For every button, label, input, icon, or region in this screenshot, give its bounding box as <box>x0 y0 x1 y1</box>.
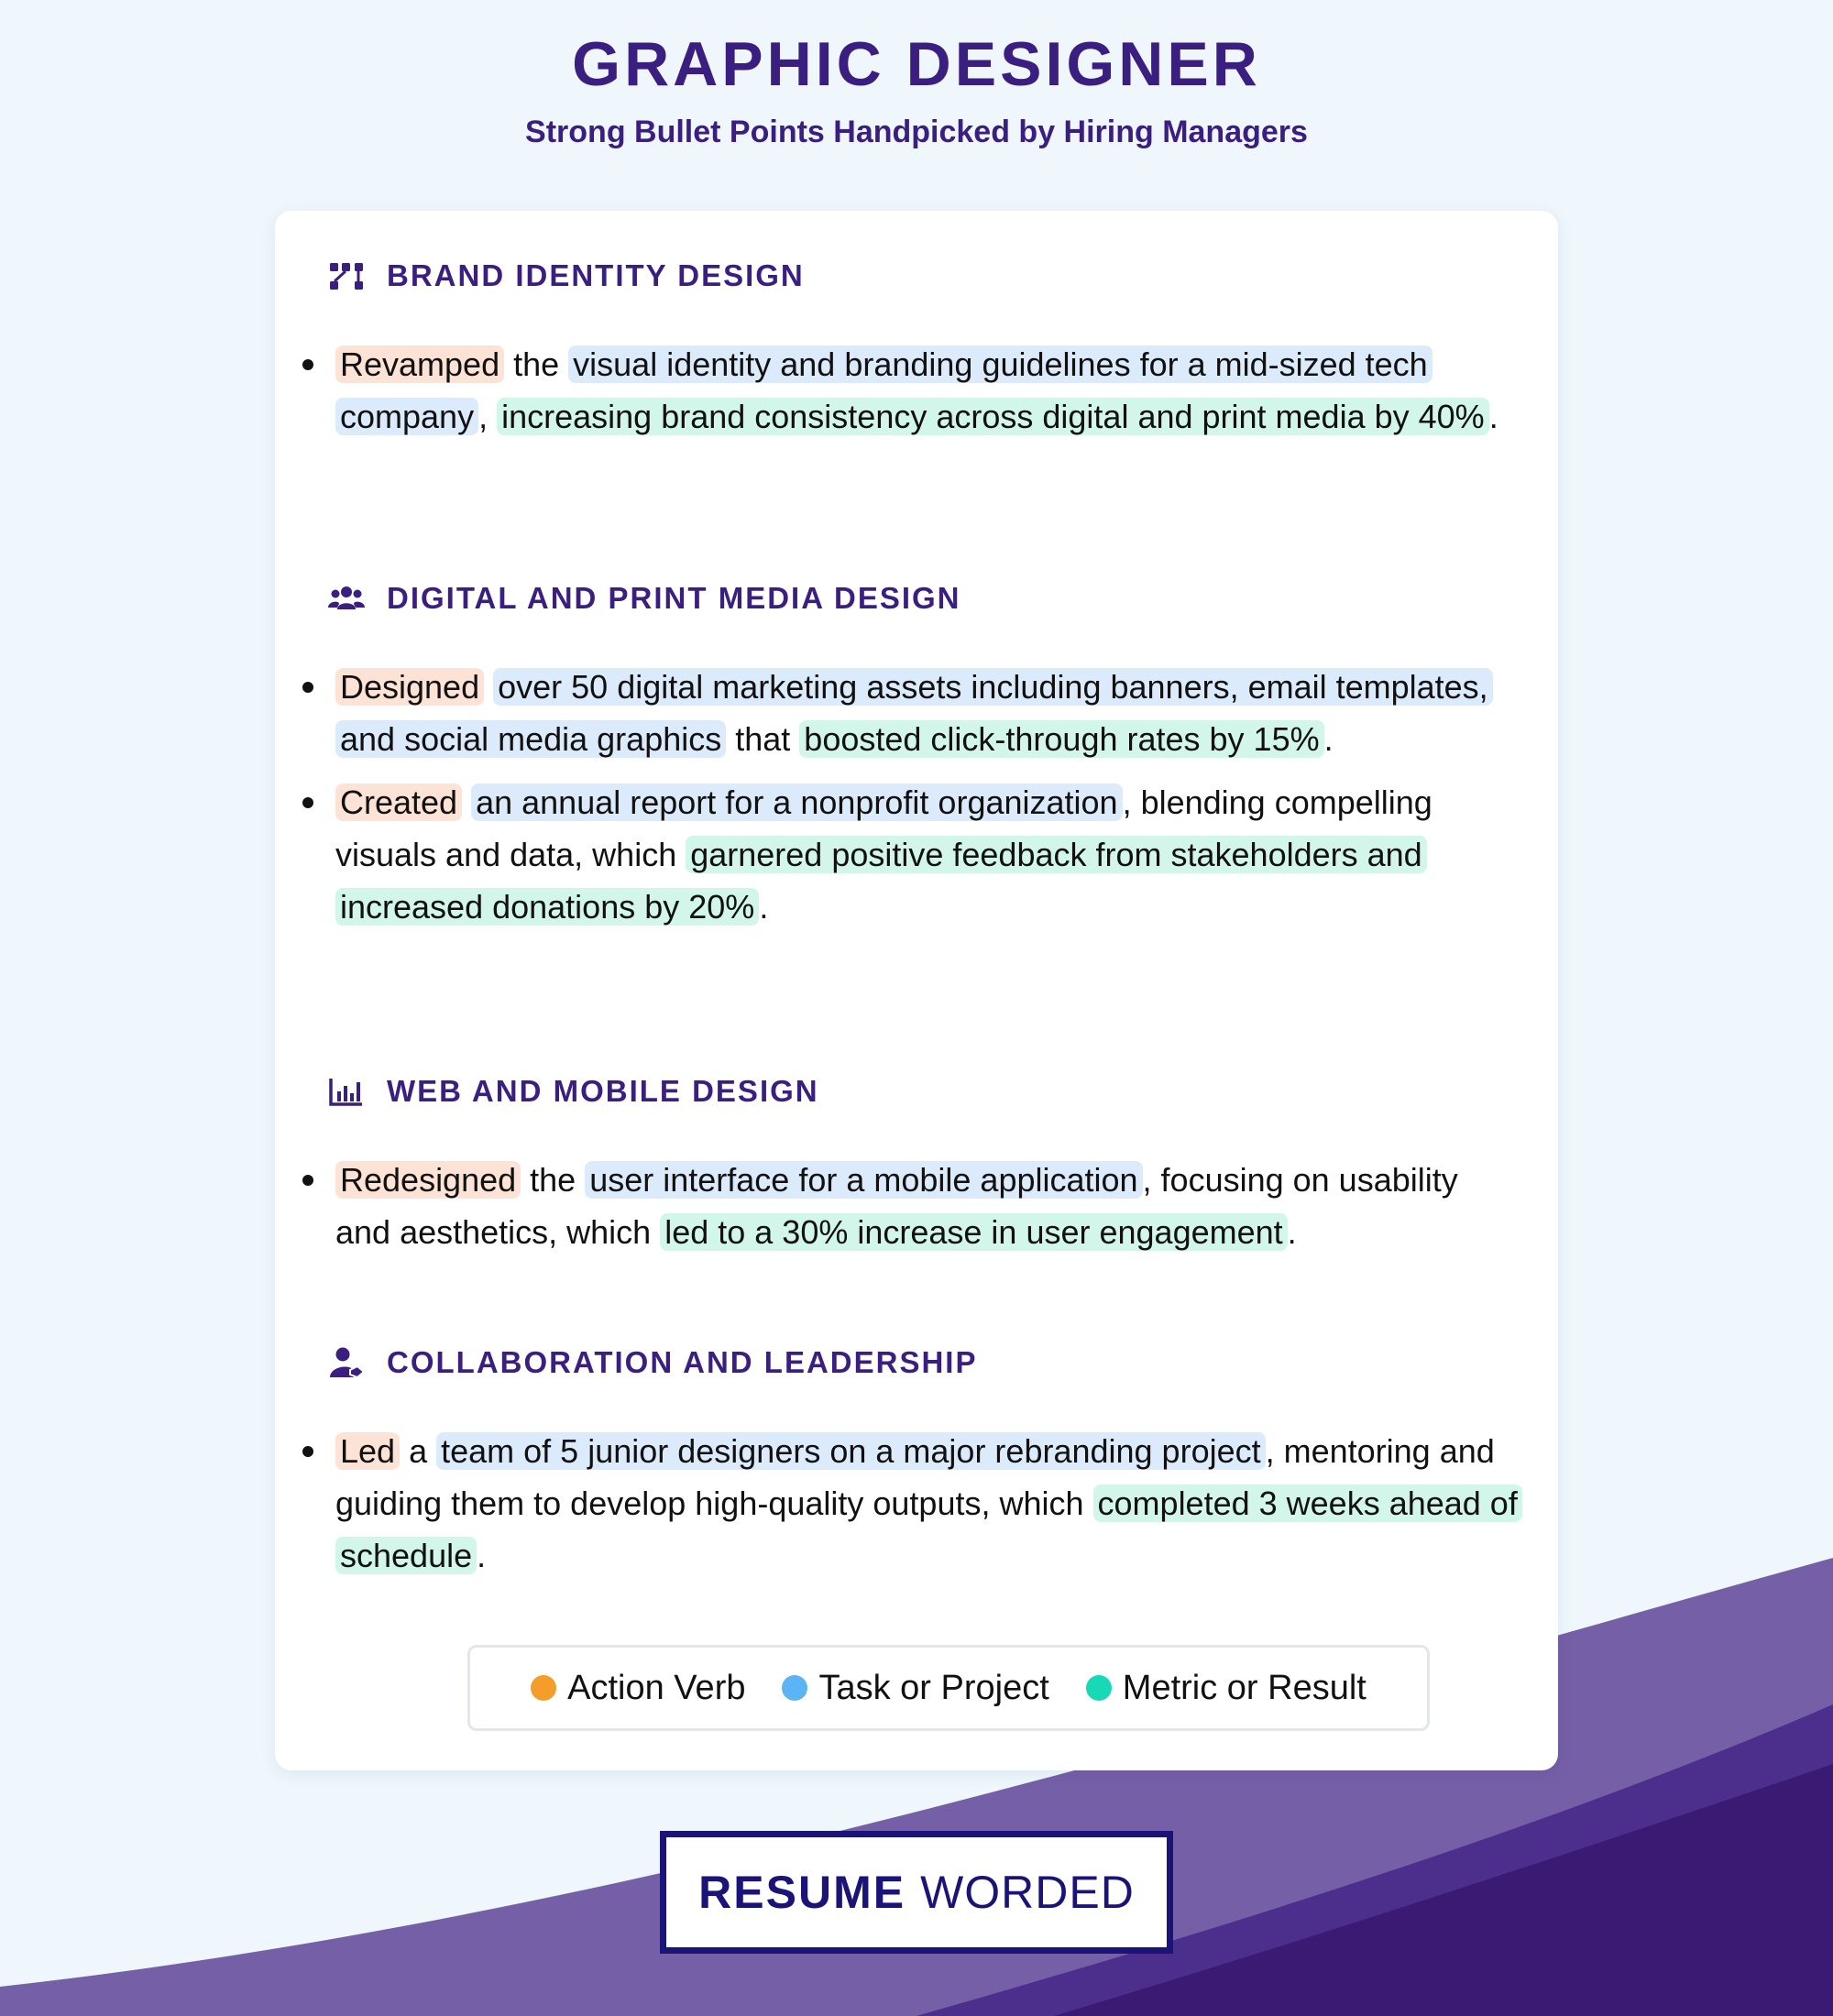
page-header <box>0 27 1833 150</box>
bar-chart-icon <box>328 1073 365 1110</box>
section-header <box>328 1069 1558 1113</box>
user-tag-icon <box>328 1344 365 1381</box>
section-title: BRAND IDENTITY DESIGN <box>387 258 805 292</box>
plain-text <box>484 668 493 706</box>
action-verb: Redesigned <box>335 1161 521 1199</box>
logo-text-strong: RESUME <box>698 1867 906 1918</box>
bullet-dot <box>302 682 313 693</box>
legend <box>467 1645 1430 1731</box>
plain-text: a <box>400 1432 437 1470</box>
action-verb: Created <box>335 783 462 821</box>
legend-item-metric-or-result <box>1086 1669 1367 1708</box>
plain-text: . <box>1488 398 1498 435</box>
section-header <box>328 576 1558 620</box>
network-icon <box>328 257 365 294</box>
action-verb: Led <box>335 1432 400 1470</box>
legend-dot <box>782 1675 807 1701</box>
section-collaboration-and-leadership <box>275 1341 1558 1593</box>
plain-text: , focusing on usability and aesthetics, which <box>335 1161 1458 1251</box>
task-or-project: over 50 digital marketing assets including banners, email templates, and social media graphics <box>335 668 1493 758</box>
plain-text: , <box>478 398 498 435</box>
task-or-project: visual identity and branding guidelines for a mid-sized tech company <box>335 345 1432 435</box>
legend-label: Task or Project <box>818 1668 1049 1707</box>
bullet-list <box>275 338 1558 443</box>
task-or-project: user interface for a mobile application <box>585 1161 1142 1199</box>
action-verb: Revamped <box>335 345 504 383</box>
task-or-project: team of 5 junior designers on a major rebranding project <box>436 1432 1266 1470</box>
metric-or-result: garnered positive feedback from stakeholders and increased donations by 20% <box>335 836 1427 926</box>
legend-dot <box>531 1675 556 1701</box>
legend-item-action-verb <box>531 1669 745 1708</box>
bullet-point <box>335 661 1518 765</box>
metric-or-result: boosted click-through rates by 15% <box>799 720 1323 758</box>
section-brand-identity-design <box>275 254 1558 454</box>
bullet-point <box>335 338 1518 443</box>
metric-or-result: increasing brand consistency across digital and print media by 40% <box>497 398 1489 435</box>
bullet-list <box>275 1425 1558 1582</box>
page-title: GRAPHIC DESIGNER <box>572 29 1261 99</box>
section-title: DIGITAL AND PRINT MEDIA DESIGN <box>387 581 961 615</box>
legend-dot <box>1086 1675 1112 1701</box>
page-subtitle: Strong Bullet Points Handpicked by Hiring Managers <box>525 115 1308 149</box>
plain-text: that <box>726 720 800 758</box>
action-verb: Designed <box>335 668 484 706</box>
section-title: WEB AND MOBILE DESIGN <box>387 1074 819 1108</box>
bullet-point <box>335 1425 1518 1582</box>
section-web-and-mobile-design <box>275 1069 1558 1269</box>
users-icon <box>328 580 365 617</box>
bullet-dot <box>302 1446 313 1457</box>
section-title: COLLABORATION AND LEADERSHIP <box>387 1345 978 1379</box>
task-or-project: an annual report for a nonprofit organization <box>471 783 1122 821</box>
legend-item-task-or-project <box>782 1669 1048 1708</box>
bullet-point <box>335 1154 1518 1258</box>
bullet-dot <box>302 797 313 808</box>
bullet-point <box>335 776 1518 933</box>
plain-text: , mentoring and guiding them to develop high-quality outputs, which <box>335 1432 1495 1522</box>
bullet-list <box>275 1154 1558 1258</box>
legend-label: Metric or Result <box>1122 1668 1367 1707</box>
legend-label: Action Verb <box>567 1668 746 1707</box>
section-header <box>328 254 1558 298</box>
metric-or-result: led to a 30% increase in user engagement <box>660 1213 1287 1251</box>
logo-text-light: WORDED <box>920 1867 1135 1918</box>
bullet-dot <box>302 1175 313 1186</box>
bullet-list <box>275 661 1558 933</box>
plain-text <box>462 783 471 821</box>
plain-text: . <box>1287 1213 1297 1251</box>
resume-worded-logo <box>660 1831 1173 1954</box>
plain-text: . <box>759 888 769 926</box>
metric-or-result: completed 3 weeks ahead of schedule <box>335 1485 1522 1574</box>
bullet-dot <box>302 359 313 370</box>
plain-text: . <box>1323 720 1334 758</box>
plain-text: , blending compelling visuals and data, which <box>335 783 1432 873</box>
plain-text: the <box>521 1161 586 1199</box>
section-header <box>328 1341 1558 1385</box>
plain-text: the <box>504 345 569 383</box>
bullet-points-card <box>275 211 1558 1770</box>
section-digital-and-print-media-design <box>275 576 1558 944</box>
plain-text: . <box>477 1537 487 1574</box>
